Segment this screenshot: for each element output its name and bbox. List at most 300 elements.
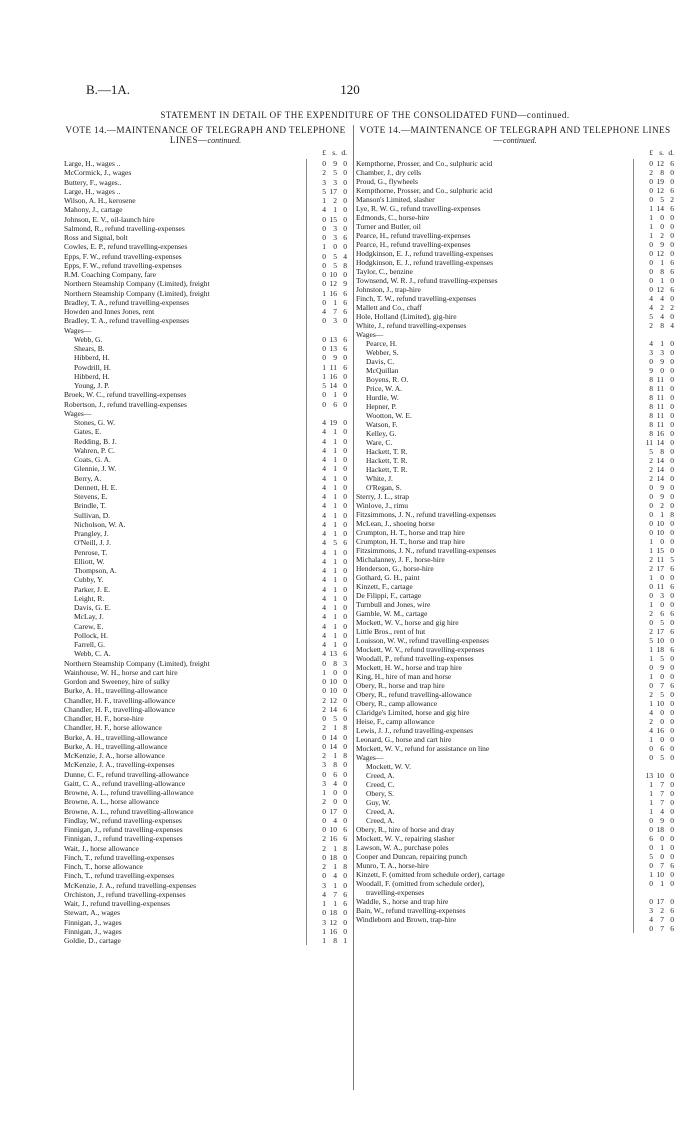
expenditure-row [356, 510, 674, 519]
row-pence: 8 [343, 843, 347, 853]
row-description: Davis, G. E. [74, 603, 111, 612]
row-pounds: 4 [649, 303, 653, 312]
expenditure-row [64, 788, 347, 797]
row-pounds: 13 [645, 771, 653, 780]
row-description: Penrose, T. [74, 547, 108, 557]
expenditure-row [64, 372, 347, 381]
row-pounds [635, 888, 653, 897]
row-pence: 0 [343, 621, 347, 631]
row-description: Lye, R. W. G., refund travelling-expenses [356, 204, 481, 213]
row-pounds: 2 [322, 695, 326, 705]
row-pounds: 2 [649, 564, 653, 573]
row-amount [306, 400, 347, 409]
row-amount [633, 753, 674, 762]
row-pounds: 4 [322, 307, 326, 316]
row-description: Mockett, W. V. [366, 762, 411, 771]
expenditure-row [356, 600, 674, 609]
row-shillings: 12 [656, 285, 664, 294]
row-shillings: 3 [660, 348, 664, 357]
row-pence: 0 [670, 843, 674, 852]
expenditure-row [356, 492, 674, 501]
row-amount [633, 825, 674, 834]
row-amount [306, 640, 347, 649]
row-pence: 0 [670, 528, 674, 537]
row-pence: 0 [670, 213, 674, 222]
row-amount [306, 908, 347, 917]
row-pence: 0 [343, 464, 347, 474]
expenditure-row [356, 708, 674, 717]
row-shillings: 7 [660, 789, 664, 798]
row-pounds: 3 [322, 760, 326, 770]
row-pounds: 0 [649, 240, 653, 249]
expenditure-row [64, 557, 347, 566]
left-entries [64, 159, 347, 945]
row-shillings: 0 [660, 708, 664, 717]
row-pounds: 2 [322, 797, 326, 807]
row-amount [306, 418, 347, 427]
expenditure-row [64, 178, 347, 187]
row-pounds: 4 [322, 529, 326, 538]
row-pounds: 4 [322, 603, 326, 612]
row-pence: 0 [343, 593, 347, 603]
row-pence: 0 [670, 357, 674, 366]
row-amount [633, 762, 674, 771]
expenditure-row [64, 511, 347, 520]
expenditure-row [356, 438, 674, 447]
row-shillings: 8 [660, 321, 664, 330]
row-pence: 0 [670, 348, 674, 357]
row-pence: 6 [670, 204, 674, 213]
expenditure-row [356, 222, 674, 231]
row-pence: 0 [670, 834, 674, 843]
row-pounds: 0 [649, 249, 653, 258]
row-pounds: 4 [322, 566, 326, 575]
row-pence: 6 [670, 159, 674, 168]
row-pence: 0 [343, 168, 347, 178]
row-pence: 0 [670, 483, 674, 492]
row-shillings: 14 [656, 456, 664, 465]
row-pounds: 4 [322, 205, 326, 215]
row-pence: 0 [670, 384, 674, 393]
row-shillings: 12 [656, 159, 664, 168]
row-pounds: 0 [649, 897, 653, 906]
row-shillings: 11 [656, 582, 664, 591]
expenditure-row [64, 936, 347, 945]
row-pence: 4 [343, 251, 347, 261]
expenditure-row [64, 437, 347, 446]
expenditure-row [64, 770, 347, 779]
row-amount [306, 622, 347, 631]
row-shillings: 9 [333, 353, 337, 363]
row-amount [633, 375, 674, 384]
row-shillings: 7 [333, 889, 337, 899]
row-shillings: 0 [660, 834, 664, 843]
row-amount [306, 298, 347, 307]
expenditure-row [356, 456, 674, 465]
row-amount [306, 881, 347, 890]
row-description: O'Regan, S. [366, 483, 402, 492]
row-pounds: 0 [322, 741, 326, 751]
expenditure-row [356, 249, 674, 258]
row-shillings: 0 [660, 537, 664, 546]
row-pence [337, 326, 347, 335]
row-pounds: 0 [322, 714, 326, 723]
row-shillings: 1 [333, 584, 337, 594]
row-shillings: 1 [333, 297, 337, 307]
row-shillings: 13 [329, 649, 337, 659]
row-description: Bradley, T. A., refund travelling-expenses [64, 316, 190, 326]
row-amount [306, 936, 347, 945]
row-pence: 0 [670, 753, 674, 762]
row-pounds: 4 [322, 889, 326, 899]
row-pence: 0 [670, 690, 674, 699]
expenditure-row [356, 231, 674, 240]
row-pounds: 2 [649, 717, 653, 726]
row-pounds: 1 [649, 600, 653, 609]
row-pence: 0 [343, 473, 347, 483]
row-amount [306, 816, 347, 825]
expenditure-row [356, 204, 674, 213]
row-pence: 0 [343, 455, 347, 464]
expenditure-row [64, 714, 347, 723]
row-description: Edmonds, C., horse-hire [356, 213, 430, 222]
row-amount [633, 420, 674, 429]
expenditure-row [64, 881, 347, 890]
page-code: B.—1A. [86, 82, 131, 97]
row-pounds [308, 326, 326, 335]
row-description: Woodall, P., refund travelling-expenses [356, 654, 474, 663]
row-pounds: 4 [322, 556, 326, 566]
row-shillings: 18 [329, 908, 337, 918]
expenditure-row [64, 455, 347, 464]
row-pounds: 4 [649, 915, 653, 924]
left-heading [64, 125, 347, 149]
expenditure-row [356, 609, 674, 618]
row-pence: 0 [670, 870, 674, 879]
expenditure-row [64, 918, 347, 927]
right-heading [356, 125, 674, 149]
row-shillings: 1 [333, 510, 337, 520]
expenditure-row [356, 258, 674, 267]
row-shillings: 13 [329, 344, 337, 353]
row-shillings: 0 [660, 600, 664, 609]
row-amount [306, 363, 347, 372]
row-amount [306, 899, 347, 908]
expenditure-row [64, 187, 347, 196]
row-amount [633, 924, 674, 933]
row-shillings: 14 [329, 741, 337, 751]
row-description: Hepner, P. [366, 402, 397, 411]
page-number: 120 [340, 82, 360, 97]
row-pence: 0 [670, 447, 674, 456]
row-amount [306, 696, 347, 705]
row-pounds: 0 [649, 744, 653, 753]
expenditure-row [64, 353, 347, 362]
row-shillings: 11 [329, 362, 337, 372]
row-description: Creed, A. [366, 771, 395, 780]
expenditure-row [64, 733, 347, 742]
row-pounds: 0 [649, 510, 653, 519]
row-pounds: 4 [322, 510, 326, 520]
row-description: Hackett, T. R. [366, 447, 408, 456]
row-amount [633, 393, 674, 402]
row-pounds: 0 [322, 214, 326, 224]
row-description: Hurdle, W. [366, 393, 399, 402]
row-shillings: 1 [660, 339, 664, 348]
row-shillings: 1 [333, 899, 337, 908]
row-amount [306, 918, 347, 927]
row-description: Obery, R., hire of horse and dray [356, 825, 455, 834]
row-pence: 6 [670, 681, 674, 690]
expenditure-row [64, 492, 347, 501]
expenditure-row [356, 699, 674, 708]
row-pounds: 1 [649, 654, 653, 663]
row-amount [306, 511, 347, 520]
row-description: Finch, T., refund travelling-expenses [64, 852, 175, 862]
row-description: Sterry, J. L., strap [356, 492, 410, 501]
row-amount [633, 240, 674, 249]
row-shillings: 7 [660, 924, 664, 933]
row-pounds: 4 [322, 445, 326, 455]
expenditure-row [356, 654, 674, 663]
row-pence: 6 [670, 267, 674, 276]
row-description: Pearce, H., refund travelling-expenses [356, 240, 471, 249]
expenditure-row [64, 899, 347, 908]
row-description: White, J. [366, 474, 393, 483]
row-pounds: 0 [649, 618, 653, 627]
row-pence: 0 [670, 501, 674, 510]
row-description: Finch, T., refund travelling-expenses [64, 871, 175, 881]
row-amount [633, 168, 674, 177]
row-amount [633, 600, 674, 609]
row-pence: 0 [670, 897, 674, 906]
row-pounds: 1 [649, 789, 653, 798]
row-pounds: 4 [322, 455, 326, 464]
row-amount [306, 335, 347, 344]
expenditure-row [64, 760, 347, 769]
row-description: Large, H., wages .. [64, 186, 121, 196]
row-description: Cowles, E. P., refund travelling-expenses [64, 242, 188, 252]
row-shillings [653, 888, 664, 897]
row-pounds: 1 [322, 667, 326, 677]
row-description: Howden and Innes Jones, rent [64, 307, 155, 316]
row-pounds: 2 [322, 168, 326, 178]
row-amount [306, 594, 347, 603]
row-amount [633, 213, 674, 222]
row-pounds: 0 [649, 357, 653, 366]
row-amount [633, 294, 674, 303]
row-shillings: 0 [660, 213, 664, 222]
row-amount [633, 429, 674, 438]
row-pounds: 0 [322, 769, 326, 779]
row-shillings: 1 [660, 843, 664, 852]
row-description: Northern Steamship Company (Limited), freight [64, 288, 210, 298]
row-pence: 0 [670, 708, 674, 717]
row-pounds: 0 [649, 924, 653, 933]
row-shillings: 1 [333, 464, 337, 474]
row-amount [633, 195, 674, 204]
row-amount [306, 187, 347, 196]
row-pounds: 0 [322, 260, 326, 270]
row-description: Wilson, A. H., kerosene [64, 196, 136, 205]
row-amount [633, 402, 674, 411]
row-pence: 0 [670, 240, 674, 249]
row-pence: 6 [343, 307, 347, 316]
row-amount [306, 353, 347, 362]
row-shillings: 0 [660, 735, 664, 744]
row-pounds: 4 [322, 492, 326, 501]
expenditure-row [64, 816, 347, 825]
row-description: Claridge's Limited, horse and gig hire [356, 708, 470, 717]
row-pence: 0 [343, 399, 347, 409]
row-amount [306, 834, 347, 843]
row-amount [633, 321, 674, 330]
row-shillings: 1 [660, 879, 664, 888]
row-pounds: 8 [649, 393, 653, 402]
row-description: Obery, R., camp allowance [356, 699, 438, 708]
row-pence: 0 [343, 196, 347, 205]
row-amount [306, 788, 347, 797]
row-shillings: 17 [656, 564, 664, 573]
row-pounds: 0 [322, 908, 326, 918]
row-description: Parker, J. E. [74, 584, 111, 594]
row-amount [306, 714, 347, 723]
row-shillings: 19 [329, 418, 337, 427]
row-pence: 0 [343, 492, 347, 501]
row-description: Buttery, F., wages.. [64, 177, 122, 187]
expenditure-row [356, 825, 674, 834]
expenditure-row [64, 659, 347, 668]
row-pounds: 2 [649, 465, 653, 474]
row-pounds: 0 [649, 753, 653, 762]
row-amount [306, 289, 347, 298]
row-pounds: 4 [322, 640, 326, 649]
row-pence: 0 [670, 393, 674, 402]
row-shillings: 4 [660, 312, 664, 321]
row-pence: 0 [670, 249, 674, 258]
row-description: Brindle, T. [74, 501, 107, 511]
row-pounds: 1 [649, 204, 653, 213]
row-amount [306, 797, 347, 806]
statement-title: STATEMENT IN DETAIL OF THE EXPENDITURE OF THE CONSOLIDATED FUND—continued. [160, 110, 570, 120]
row-shillings: 5 [660, 654, 664, 663]
row-description: Pearce, H. [366, 339, 398, 348]
expenditure-row [64, 631, 347, 640]
row-pence: 0 [343, 510, 347, 520]
row-pounds: 0 [649, 816, 653, 825]
row-pence: 6 [670, 861, 674, 870]
row-description: Hackett, T. R. [366, 465, 408, 474]
row-amount [306, 585, 347, 594]
row-amount [633, 222, 674, 231]
expenditure-row [356, 663, 674, 672]
expenditure-row [356, 672, 674, 681]
row-pounds: 9 [649, 366, 653, 375]
row-pence: 0 [670, 654, 674, 663]
row-pence: 0 [670, 231, 674, 240]
row-pence: 0 [670, 726, 674, 735]
row-pence: 0 [343, 778, 347, 788]
expenditure-row [356, 915, 674, 924]
row-amount [306, 474, 347, 483]
row-pounds: 4 [322, 501, 326, 511]
expenditure-row [356, 528, 674, 537]
row-description: Stevens, E. [74, 492, 108, 501]
row-amount [633, 528, 674, 537]
row-pence: 0 [670, 420, 674, 429]
row-description: Wages— [64, 325, 92, 335]
row-description: Elliott, W. [74, 556, 105, 566]
row-shillings: 1 [333, 880, 337, 890]
row-shillings: 5 [333, 168, 337, 178]
row-shillings: 10 [656, 528, 664, 537]
expenditure-row [64, 834, 347, 843]
row-shillings: 0 [660, 852, 664, 861]
row-shillings: 7 [660, 681, 664, 690]
row-amount [633, 681, 674, 690]
expenditure-row [64, 520, 347, 529]
expenditure-row [64, 252, 347, 261]
row-shillings: 1 [333, 482, 337, 492]
row-shillings: 11 [656, 375, 664, 384]
row-description: Fitzsimmons, J. N., refund travelling-expenses [356, 546, 496, 555]
row-description: Hibberd, H. [74, 371, 110, 381]
row-description: Kinzett, F. (omitted from schedule order), cartage [356, 870, 505, 879]
row-pounds: 4 [649, 708, 653, 717]
row-shillings [326, 409, 337, 418]
row-amount [306, 279, 347, 288]
expenditure-row [64, 298, 347, 307]
row-pounds: 8 [649, 402, 653, 411]
pence-label: d. [341, 148, 347, 157]
row-description: Bradley, T. A., refund travelling-expenses [64, 297, 190, 307]
row-description: Guy, W. [366, 798, 391, 807]
row-pence: 0 [670, 339, 674, 348]
row-pence: 6 [670, 258, 674, 267]
row-shillings: 11 [656, 384, 664, 393]
row-shillings: 1 [660, 276, 664, 285]
row-shillings: 8 [333, 658, 337, 668]
expenditure-row [356, 897, 674, 906]
row-description: Cubby, Y. [74, 575, 104, 585]
row-shillings: 14 [329, 381, 337, 390]
row-shillings: 0 [333, 797, 337, 807]
expenditure-row [64, 807, 347, 816]
row-shillings: 6 [333, 769, 337, 779]
row-pence: 0 [343, 908, 347, 918]
row-amount [306, 501, 347, 510]
row-description: Mahony, J., cartage [64, 205, 123, 215]
row-description: Robertson, J., refund travelling-expenses [64, 399, 187, 409]
row-description: Hole, Holland (Limited), gig-hire [356, 312, 457, 321]
row-pence: 0 [670, 312, 674, 321]
row-description: Finnigan, J., wages [64, 926, 122, 936]
expenditure-row [64, 501, 347, 510]
row-shillings: 4 [660, 807, 664, 816]
row-pounds: 0 [649, 663, 653, 672]
row-shillings: 2 [660, 303, 664, 312]
row-pence: 0 [670, 519, 674, 528]
row-pence: 8 [343, 862, 347, 871]
row-pounds: 4 [649, 294, 653, 303]
row-pounds: 4 [322, 547, 326, 557]
row-pounds: 0 [322, 852, 326, 862]
row-pence: 0 [670, 717, 674, 726]
row-pence: 0 [343, 501, 347, 511]
expenditure-row [64, 168, 347, 177]
expenditure-row [356, 465, 674, 474]
row-pounds: 5 [649, 447, 653, 456]
